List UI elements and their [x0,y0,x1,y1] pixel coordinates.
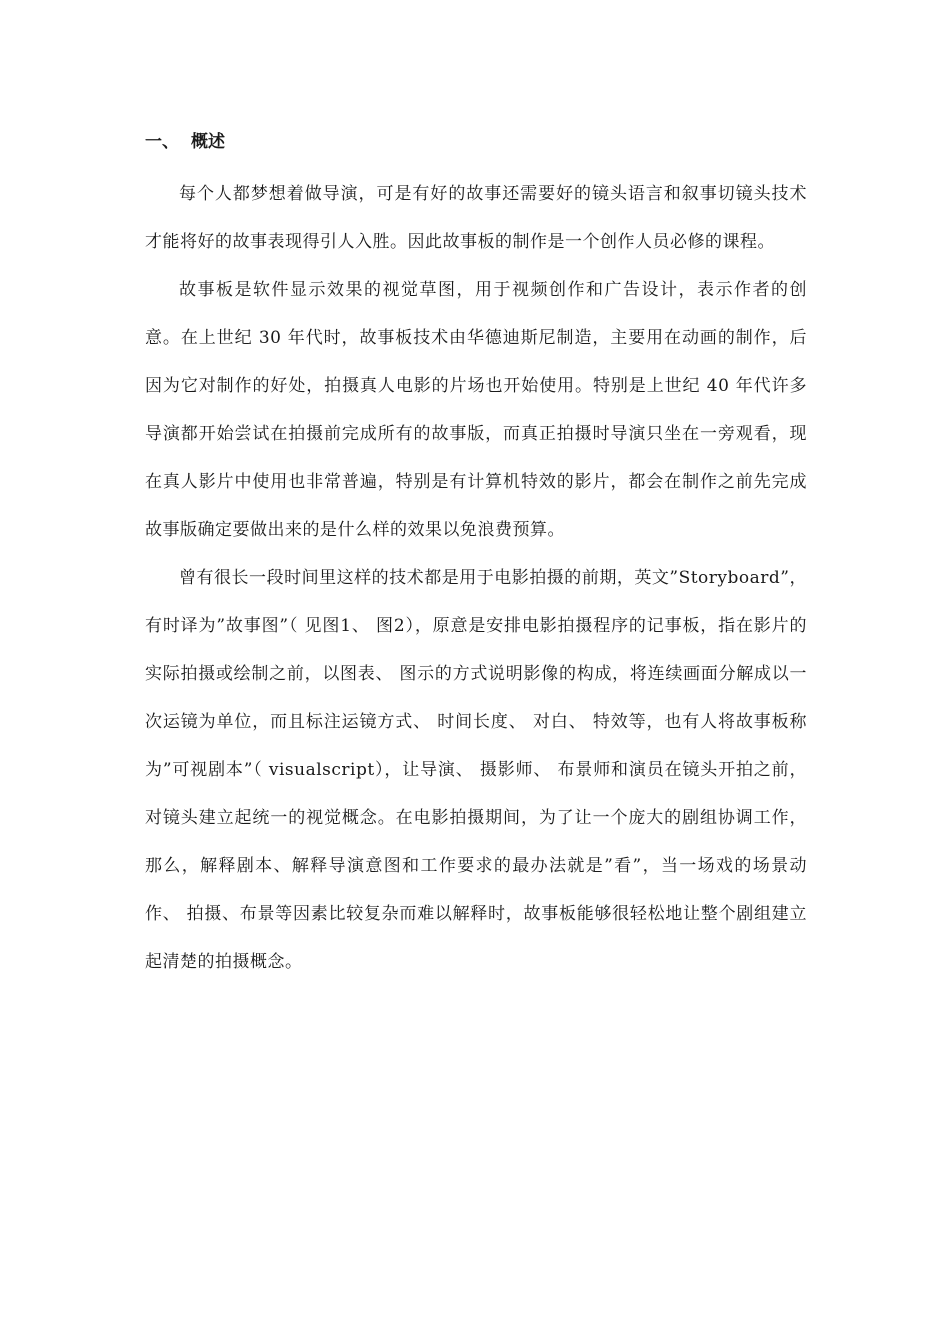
section-heading [145,124,807,160]
section-title: 概述 [191,132,225,152]
paragraph-storyboard-definition: 曾有很长一段时间里这样的技术都是用于电影拍摄的前期，英文”Storyboard”，有时译为”故事图”（ 见图1、 图2），原意是安排电影拍摄程序的记事板，指在影片的实际拍摄或绘制之前，以图表、 图示的方式说明影像的构成，将连续画面分解成以一次运镜为单位，而且标注运镜方式、 时间长度、 对白、 特效等，也有人将故事板称为”可视剧本”（ visualscript），让导演、 摄影师、 布景师和演员在镜头开拍之前，对镜头建立起统一的视觉概念。在电影拍摄期间，为了让一个庞大的剧组协调工作，那么，解释剧本、解释导演意图和工作要求的最办法就是”看”，当一场戏的场景动作、 拍摄、布景等因素比较复杂而难以解释时，故事板能够很轻松地让整个剧组建立起清楚的拍摄概念。 [145,568,807,972]
paragraph-intro: 每个人都梦想着做导演，可是有好的故事还需要好的镜头语言和叙事切镜头技术才能将好的故事表现得引人入胜。因此故事板的制作是一个创作人员必修的课程。 [145,184,807,252]
document-content [145,124,807,986]
section-number: 一、 [145,132,179,152]
paragraph-storyboard-history: 故事板是软件显示效果的视觉草图，用于视频创作和广告设计，表示作者的创意。在上世纪 30 年代时，故事板技术由华德迪斯尼制造，主要用在动画的制作，后因为它对制作的好处，拍摄真人电影的片场也开始使用。特别是上世纪 40 年代许多导演都开始尝试在拍摄前完成所有的故事版，而真正拍摄时导演只坐在一旁观看，现在真人影片中使用也非常普遍，特别是有计算机特效的影片，都会在制作之前先完成故事版确定要做出来的是什么样的效果以免浪费预算。 [145,280,807,540]
